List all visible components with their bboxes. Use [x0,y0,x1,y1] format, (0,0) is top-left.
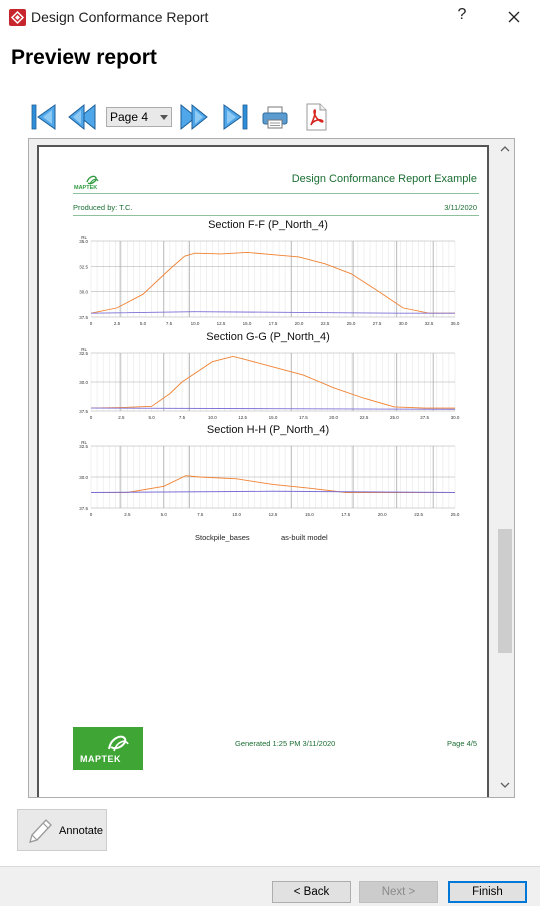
x-tick-label: 12.5 [268,512,278,517]
x-tick-label: 22.5 [359,415,369,420]
x-tick-label: 32.5 [424,321,434,326]
x-tick-label: 25.0 [346,321,356,326]
y-tick-label: 35.0 [79,239,88,244]
chart-title: Section H-H (P_North_4) [206,424,330,436]
x-tick-label: 5.0 [148,415,155,420]
y-tick-label: 32.5 [79,444,88,449]
x-tick-label: 10.0 [190,321,200,326]
section-h-chart [73,438,463,522]
previous-page-icon[interactable] [66,100,98,134]
y-tick-label: 37.5 [79,315,88,320]
y-tick-label: 30.0 [79,380,88,385]
annotate-button[interactable] [17,809,107,851]
x-tick-label: 20.0 [329,415,339,420]
x-tick-label: 10.0 [232,512,241,517]
report-page [37,145,489,798]
scroll-down-icon[interactable] [500,781,510,789]
section-f-chart [73,233,463,331]
y-axis-label: RL [81,347,87,352]
chart-title: Section F-F (P_North_4) [208,219,328,231]
produced-by: Produced by: T.C. [73,203,133,212]
x-tick-label: 25.0 [389,415,399,420]
help-button[interactable]: ? [457,6,467,23]
x-tick-label: 22.5 [320,321,330,326]
window-title: Design Conformance Report [31,9,209,25]
chart-title: Section G-G (P_North_4) [206,331,330,343]
page-select-value: Page 4 [110,110,149,124]
x-tick-label: 30.0 [398,321,408,326]
scroll-up-icon[interactable] [500,145,510,153]
header-divider [73,193,479,194]
maptek-app-icon [9,9,26,26]
close-icon[interactable] [500,3,528,31]
svg-text:MAPTEK: MAPTEK [74,185,98,191]
report-preview-pane[interactable] [28,138,515,798]
scrollbar-thumb[interactable] [498,529,512,653]
x-tick-label: 20.0 [294,321,304,326]
x-tick-label: 17.5 [298,415,308,420]
legend-item: Stockpile_bases [195,533,250,542]
report-header-title: Design Conformance Report Example [291,173,477,185]
y-tick-label: 37.5 [79,409,88,414]
x-tick-label: 25.0 [450,512,460,517]
chevron-down-icon [160,115,168,120]
back-button[interactable]: < Back [272,881,351,903]
vertical-scrollbar[interactable] [496,139,514,797]
x-tick-label: 15.0 [305,512,314,517]
next-page-icon[interactable] [178,100,210,134]
pdf-icon[interactable] [300,100,332,134]
x-tick-label: 30.0 [450,415,460,420]
generated-timestamp: Generated 1:25 PM 3/11/2020 [235,739,336,748]
y-tick-label: 30.0 [79,475,88,480]
x-tick-label: 7.5 [165,321,173,326]
window-title-bar [0,0,540,34]
x-tick-label: 0 [89,512,93,517]
maptek-logo [73,173,103,191]
maptek-logo-footer [73,727,143,770]
last-page-icon[interactable] [219,100,251,134]
x-tick-label: 5.0 [139,321,147,326]
x-tick-label: 22.5 [414,512,423,517]
y-axis-label: RL [81,440,87,445]
finish-button[interactable]: Finish [448,881,527,903]
x-tick-label: 2.5 [113,321,121,326]
legend-item: as-built model [281,533,328,542]
page-title: Preview report [11,46,157,69]
y-tick-label: 30.0 [79,289,88,295]
x-tick-label: 2.5 [118,415,125,420]
subheader-divider [73,215,479,216]
x-tick-label: 35.0 [450,321,460,326]
x-tick-label: 20.0 [377,512,387,517]
printer-icon[interactable] [259,100,291,134]
x-tick-label: 10.0 [207,415,217,420]
y-tick-label: 37.5 [79,506,88,511]
x-tick-label: 15.0 [268,415,278,420]
x-tick-label: 17.5 [268,321,278,326]
first-page-icon[interactable] [28,100,60,134]
y-tick-label: 32.5 [79,351,88,356]
y-tick-label: 32.5 [79,264,88,270]
annotate-label: Annotate [59,825,104,837]
y-axis-label: RL [81,235,87,240]
x-tick-label: 12.5 [238,415,248,420]
pencil-icon [24,815,54,847]
x-tick-label: 27.5 [420,415,430,420]
x-tick-label: 5.0 [160,512,167,517]
page-number: Page 4/5 [446,739,477,748]
x-tick-label: 17.5 [341,512,351,517]
x-tick-label: 27.5 [372,321,382,326]
report-date: 3/11/2020 [444,203,477,212]
x-tick-label: 7.5 [197,512,204,517]
x-tick-label: 0 [89,415,93,420]
section-g-chart [73,345,463,425]
x-tick-label: 15.0 [242,321,252,326]
logo-text: MAPTEK [80,754,121,764]
next-button[interactable]: Next > [359,881,438,903]
wizard-footer [0,866,540,906]
x-tick-label: 0 [89,321,93,326]
page-select[interactable] [106,107,172,127]
x-tick-label: 7.5 [178,415,186,420]
x-tick-label: 12.5 [216,321,226,326]
x-tick-label: 2.5 [124,512,131,517]
